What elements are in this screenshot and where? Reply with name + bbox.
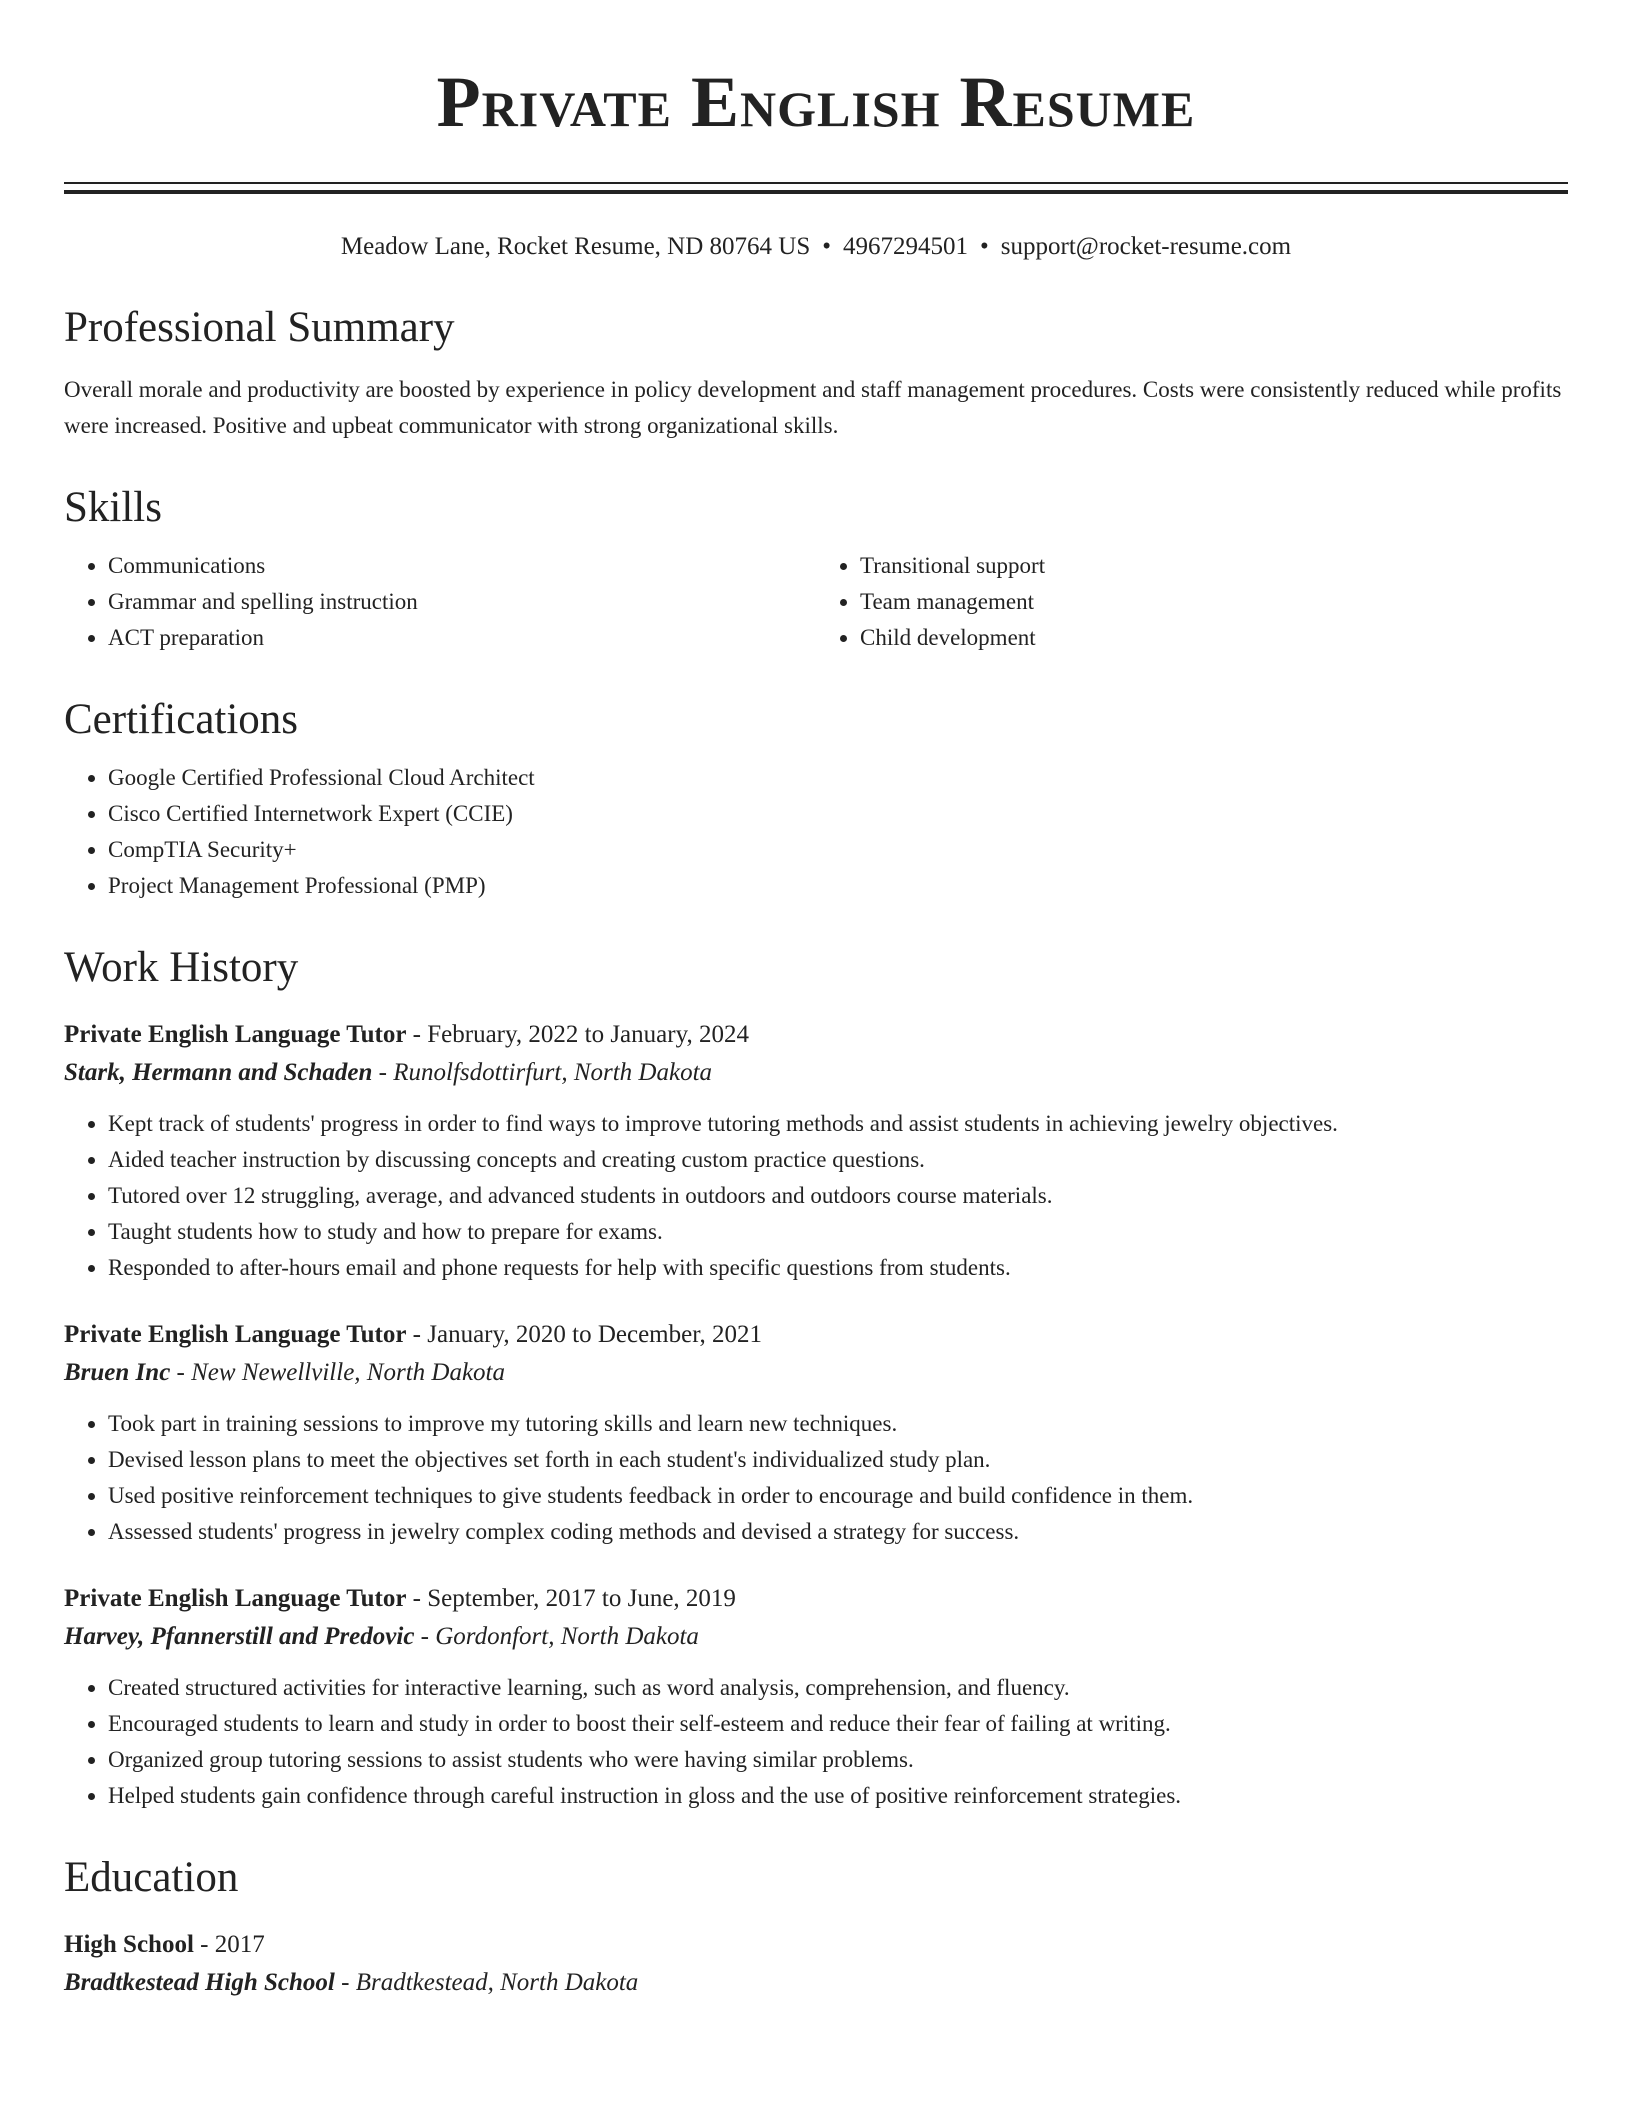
job-duty: • Taught students how to study and how to prepare for exams.: [108, 1214, 1568, 1250]
job-entry: [64, 1016, 1568, 1286]
job-entry: [64, 1580, 1568, 1814]
job-duty: • Encouraged students to learn and study in order to boost their self-esteem and reduce their fear of failing at writing.: [108, 1706, 1568, 1742]
job-duty: • Took part in training sessions to improve my tutoring skills and learn new techniques.: [108, 1406, 1568, 1442]
job-company: Stark, Hermann and Schaden: [64, 1059, 373, 1086]
job-duty: • Helped students gain confidence through careful instruction in gloss and the use of positive reinforcement strategies.: [108, 1778, 1568, 1814]
job-duties: [64, 1106, 1568, 1286]
job-dash: -: [414, 1623, 436, 1650]
job-dash: -: [406, 1585, 428, 1612]
job-header: [64, 1316, 1568, 1354]
skill-item: • Transitional support: [860, 548, 1568, 584]
job-duties: [64, 1406, 1568, 1550]
certifications-heading: Certifications: [64, 696, 299, 743]
job-duty: • Devised lesson plans to meet the objectives set forth in each student's individualized study plan.: [108, 1442, 1568, 1478]
contact-email: support@rocket-resume.com: [1000, 233, 1292, 260]
job-dash: -: [170, 1359, 192, 1386]
contact-line: [64, 230, 1568, 264]
skill-item: • Communications: [108, 548, 816, 584]
job-company: Harvey, Pfannerstill and Predovic: [64, 1623, 415, 1650]
education-year: 2017: [214, 1931, 265, 1958]
job-dates: September, 2017 to June, 2019: [427, 1585, 736, 1612]
skills-grid: [64, 548, 1568, 656]
job-header: [64, 1016, 1568, 1054]
job-dash: -: [372, 1059, 394, 1086]
title-divider-thin: [64, 182, 1568, 184]
contact-address: Meadow Lane, Rocket Resume, ND 80764 US: [340, 233, 811, 260]
job-dash: -: [406, 1021, 428, 1048]
job-duty: • Aided teacher instruction by discussing concepts and creating custom practice questions.: [108, 1142, 1568, 1178]
skill-item: • Child development: [860, 620, 1568, 656]
job-header: [64, 1580, 1568, 1618]
education-header: [64, 1926, 1568, 1964]
job-duty: • Created structured activities for interactive learning, such as word analysis, comprehension, and fluency.: [108, 1670, 1568, 1706]
job-role: Private English Language Tutor: [64, 1321, 407, 1348]
job-role: Private English Language Tutor: [64, 1021, 407, 1048]
job-location: Gordonfort, North Dakota: [435, 1623, 699, 1650]
education-dash: -: [193, 1931, 215, 1958]
education-heading: Education: [64, 1854, 239, 1901]
resume-title: Private English Resume: [436, 62, 1196, 142]
job-duty: • Tutored over 12 struggling, average, and advanced students in outdoors and outdoors course materials.: [108, 1178, 1568, 1214]
education-entry: [64, 1926, 1568, 2002]
job-company: Bruen Inc: [64, 1359, 171, 1386]
contact-phone: 4967294501: [843, 233, 969, 260]
job-duty: • Kept track of students' progress in order to find ways to improve tutoring methods and assist students in achieving jewelry objectives.: [108, 1106, 1568, 1142]
summary-text: Overall morale and productivity are boosted by experience in policy development and staff management procedures. Costs were consistently reduced while profits were increased. Positive and upbeat communicator with strong organizational skills.: [64, 377, 1562, 438]
job-location: Runolfsdottirfurt, North Dakota: [393, 1059, 713, 1086]
education-degree: High School: [64, 1931, 194, 1958]
job-dates: January, 2020 to December, 2021: [427, 1321, 763, 1348]
certification-item: • Cisco Certified Internetwork Expert (CCIE): [108, 796, 1568, 832]
skills-heading: Skills: [64, 484, 162, 531]
contact-separator: •: [822, 233, 832, 260]
job-duties: [64, 1670, 1568, 1814]
contact-separator: •: [980, 233, 989, 260]
skills-list-right: [816, 548, 1568, 656]
skill-item: • Grammar and spelling instruction: [108, 584, 816, 620]
skills-list-left: [64, 548, 816, 656]
work-history-heading: Work History: [64, 944, 299, 991]
job-location: New Newellville, North Dakota: [191, 1359, 505, 1386]
job-entry: [64, 1316, 1568, 1550]
job-duty: • Assessed students' progress in jewelry complex coding methods and devised a strategy for success.: [108, 1514, 1568, 1550]
certification-item: • Google Certified Professional Cloud Architect: [108, 760, 1568, 796]
education-institution: [64, 1964, 1568, 2002]
certification-item: • CompTIA Security+: [108, 832, 1568, 868]
education-school: Bradtkestead High School: [64, 1969, 335, 1996]
job-employer: [64, 1054, 1568, 1092]
job-dash: -: [406, 1321, 428, 1348]
job-duty: • Responded to after-hours email and phone requests for help with specific questions from students.: [108, 1250, 1568, 1286]
education-dash: -: [334, 1969, 356, 1996]
job-role: Private English Language Tutor: [64, 1585, 407, 1612]
job-employer: [64, 1618, 1568, 1656]
certifications-list: [64, 760, 1568, 904]
certification-item: • Project Management Professional (PMP): [108, 868, 1568, 904]
job-dates: February, 2022 to January, 2024: [427, 1021, 749, 1048]
job-employer: [64, 1354, 1568, 1392]
skill-item: • ACT preparation: [108, 620, 816, 656]
job-duty: • Organized group tutoring sessions to assist students who were having similar problems.: [108, 1742, 1568, 1778]
education-location: Bradtkestead, North Dakota: [355, 1969, 639, 1996]
job-duty: • Used positive reinforcement techniques to give students feedback in order to encourage and build confidence in them.: [108, 1478, 1568, 1514]
title-divider-thick: [64, 190, 1568, 194]
skill-item: • Team management: [860, 584, 1568, 620]
summary-heading: Professional Summary: [64, 304, 455, 351]
